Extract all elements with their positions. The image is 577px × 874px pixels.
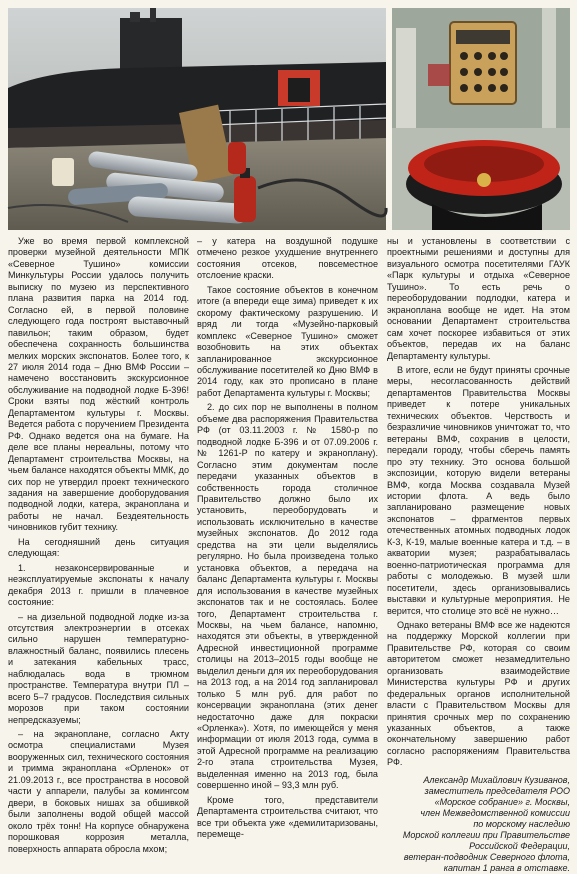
paragraph: 2. до сих пор не выполнены в полном объеме два распоряжения Правительства РФ (от 03.11.2003 г. № 1580-р по подводной лодке Б-396 и от 07.09.2006 г. № 1261-Р по катеру и экраноплану). Согласно этим документам после передачи указанных объектов в собственность города столичное Правительство должно было их установить, переоборудовать и использовать исключительно в качестве музейных экспонатов. До 2012 года средства на эти цели выделялись регулярно. Но была произведена только установка объектов, а передача на баланс Департамента культуры г. Москвы для использования в качестве музейных экспонатов так и не состоялась. Более того, Департамент строительства г. Москвы, на чьем балансе, напомню, находятся эти объекты, в утвержденной Адресной инвестиционной программе столицы на 2013–2015 годы вообще не выделил деньги для их переоборудования на 2013 год, а на 2014 год запланировал только 5 млн руб. для работ по консервации экраноплана (этих денег недостаточно даже для покраски «Орленка»). Хотя, по имеющейся у меня информации от июля 2013 года, сумма в этой Адресной программе на реализацию 2-го этапа строительства Музея, выделенная именно на 2013 год, была совершенно иной – 93,3 млн руб. bbox=[197, 402, 378, 791]
paragraph: Однако ветераны ВМФ все же надеются на поддержку Морской коллегии при Правительстве РФ, которая со своим авторитетом сможет незамедлительно организовать взаимодействие Министерства культуры РФ и других федеральных органов исполнительной власти с Правительством Москвы для принятия срочных мер по сохранению указанных объектов, а также окончательному завершению работ согласно распоряжениям Правительства РФ. bbox=[387, 619, 570, 768]
paragraph: – на экраноплане, согласно Акту осмотра специалистами Музея вооруженных сил, технического состояния и тримма экраноплана «Орленок» от 21.09.2013 г., все пространства в носовой части у аппарели, палубы за комингсом двери, в боковых нишах за обшивкой были заполнены водой общей массой около трёх тонн! На корпусе обнаружена порошковая коррозия металла, поверхность аппарата обросла мхом; bbox=[8, 729, 189, 854]
paragraph: Уже во время первой комплексной проверки музейной деятельности МПК «Северное Тушино» комиссии Минкультуры России удалось получить выписку по музею из перспективного плана развития парка на 2014 год. Согласно ей, в первой половине следующего года построят выставочный павильон; таким образом, будет обеспечена сохранность большинства мелких морских экспонатов. Более того, к 27 июля 2014 года – Дню ВМФ России – намечено восстановить экскурсионное обслуживание на подводной лодке Б-396! Сроки взяты под жёсткий контроль Департаментом культуры г. Москвы. Ведется работа с поручением Президента РФ. Однако ведется она на бумаге. На деле все планы нереальны, потому что Департамент строительства Москвы, на чьем балансе находятся объекты ММК, до сих пор не утвердил проект технического задания на завершение дооборудования подводной лодки, катера, экраноплана и работы не начал. Бездеятельность чиновников губит технику. bbox=[8, 236, 189, 533]
signature-line: капитан 1 ранга в отставке. bbox=[443, 862, 570, 873]
paragraph: ны и установлены в соответствии с проектными решениями и доступны для визуального осмотра посетителями ГАУК «Парк культуры и отдыха «Северное Тушино». То есть речь о переоборудовании подлодки, катера и экраноплана вообще не идет. На этом основании Департамент строительства сам хочет поскорее избавиться от этих объектов, передав их на баланс Департаменту культуры. bbox=[387, 236, 570, 361]
signature-line: по морскому наследию bbox=[473, 818, 570, 829]
signature-line: член Межведомственной комиссии bbox=[420, 807, 570, 818]
paragraph: В итоге, если не будут приняты срочные меры, несогласованность действий департаментов Правительства Москвы приведет к потере уникальных технических объектов. Черствость и безразличие чиновников уничтожат то, что ветераны ВМФ, сохранив в целости, передали городу, чтобы сберечь память про эту технику. Это основа большой экспозиции, которую видели ветераны ВМФ, когда Москва создавала Музей истории флота. А ведь было запланировано размещение новых экспонатов – фрагментов первых отечественных атомных подводных лодок К-3, К-19, малые военные катера и т.д. – в акватории музея; разрабатывалась военно-патриотическая программа для работы с молодежью. В музей шли посетители, здесь организовывались выставки и культурные мероприятия. Не верится, что столице это всё не нужно… bbox=[387, 364, 570, 616]
article-column-3 bbox=[387, 236, 570, 873]
paragraph: – у катера на воздушной подушке отмечено резкое ухудшение внутреннего состояния отсеков, повсеместное отслоение краски. bbox=[197, 236, 378, 281]
photo-gauge-panel-cap bbox=[392, 8, 570, 230]
gauge-panel-cap-illustration bbox=[392, 8, 570, 230]
author-signature bbox=[387, 775, 570, 874]
article-column-2 bbox=[197, 236, 378, 840]
paragraph: – на дизельной подводной лодке из-за отсутствия электроэнергии в отсеках сильно нарушен температурно-влажностный баланс, появились плесень и затекания кабельных трасс, наблюдалась вода в трюмном пространстве. Температура внутри ПЛ – всего 5–7 градусов. Последствия сильных морозов при таком состоянии непредсказуемы; bbox=[8, 611, 189, 725]
signature-line: Александр Михайлович Кузиванов, bbox=[423, 774, 570, 785]
paragraph: Такое состояние объектов в конечном итоге (а впереди еще зима) приведет к их скорому фактическому разрушению. И вряд ли тогда «Музейно-парковый комплекс «Северное Тушино» сможет возобновить на этих объектах запланированное экскурсионное обслуживание посетителей ко Дню ВМФ в 2014 году, как это прописано в плане работ Департамента культуры г. Москвы; bbox=[197, 284, 378, 398]
photo-submarine-pier bbox=[8, 8, 386, 230]
signature-line: Российской Федерации, bbox=[469, 840, 570, 851]
paragraph: Кроме того, представители Департамента строительства считают, что все три объекта уже «демилитаризованы, перемеще- bbox=[197, 794, 378, 840]
article-column-1 bbox=[8, 236, 189, 854]
submarine-pier-illustration bbox=[8, 8, 386, 230]
signature-line: Морской коллегии при Правительстве bbox=[402, 829, 570, 840]
paragraph: На сегодняшний день ситуация следующая: bbox=[8, 536, 189, 559]
signature-line: заместитель председателя РОО bbox=[424, 785, 570, 796]
paragraph: 1. незаконсервированные и неэксплуатируемые экспонаты к началу декабря 2013 г. пришли в плачевное состояние: bbox=[8, 562, 189, 608]
signature-line: «Морское собрание» г. Москвы, bbox=[434, 796, 570, 807]
signature-line: ветеран-подводник Северного флота, bbox=[403, 851, 570, 862]
